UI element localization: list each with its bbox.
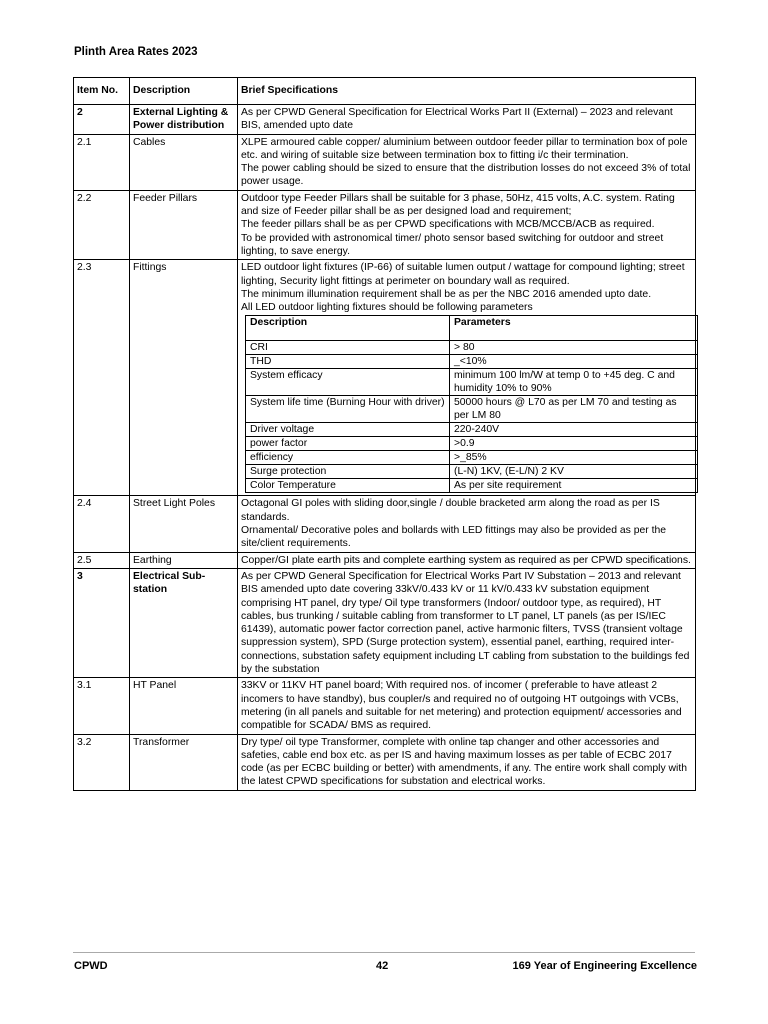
item-specification	[238, 678, 696, 734]
parameter-row	[246, 423, 698, 437]
parameter-value: _<10%	[450, 355, 698, 369]
item-number: 2.3	[74, 260, 130, 496]
specification-paragraph: Copper/GI plate earth pits and complete earthing system as required as per CPWD specifications.	[241, 554, 691, 566]
table-row	[74, 105, 696, 135]
item-description: Electrical Sub-station	[130, 568, 238, 677]
parameter-row	[246, 396, 698, 423]
table-row	[74, 260, 696, 496]
specification-paragraph: Octagonal GI poles with sliding door,single / double bracketed arm along the road as per IS standards.	[241, 498, 660, 523]
specification-paragraph: To be provided with astronomical timer/ photo sensor based switching for outdoor and street lighting, to save energy.	[241, 232, 664, 257]
table-row	[74, 134, 696, 190]
parameter-name: THD	[246, 355, 450, 369]
table-body	[74, 105, 696, 791]
item-description: Fittings	[130, 260, 238, 496]
specification-paragraph: The minimum illumination requirement shall be as per the NBC 2016 amended upto date.	[241, 288, 652, 300]
item-number: 3.2	[74, 734, 130, 790]
table-header-row	[74, 78, 696, 105]
parameter-value: > 80	[450, 341, 698, 355]
specification-paragraph: Ornamental/ Decorative poles and bollards with LED fittings may also be provided as per the site/client requirements.	[241, 525, 667, 550]
table-row	[74, 496, 696, 552]
parameter-name: System life time (Burning Hour with driver)	[246, 396, 450, 423]
table-row	[74, 678, 696, 734]
item-description: Earthing	[130, 552, 238, 568]
specifications-table	[73, 77, 696, 791]
parameter-row	[246, 451, 698, 465]
item-specification	[238, 134, 696, 190]
parameter-row	[246, 369, 698, 396]
table-row	[74, 190, 696, 259]
specification-paragraph: The power cabling should be sized to ensure that the distribution losses do not exceed 3% of total power usage.	[241, 163, 691, 188]
item-specification	[238, 734, 696, 790]
specification-paragraph: Dry type/ oil type Transformer, complete with online tap changer and other accessories and safeties, cable end box etc. as per IS and having maximum losses as per table of ECBC 2017 code (as per ECBC building or better) with amendments, if any. The entire work shall comply with the latest CPWD specifications for substation and electrical works.	[241, 736, 688, 788]
parameter-value: minimum 100 lm/W at temp 0 to +45 deg. C and humidity 10% to 90%	[450, 369, 698, 396]
item-number: 2.4	[74, 496, 130, 552]
parameter-value: 50000 hours @ L70 as per LM 70 and testing as per LM 80	[450, 396, 698, 423]
table-row	[74, 734, 696, 790]
item-specification	[238, 496, 696, 552]
parameter-name: Driver voltage	[246, 423, 450, 437]
item-number: 2.1	[74, 134, 130, 190]
item-specification	[238, 552, 696, 568]
item-specification	[238, 190, 696, 259]
parameter-value: >_85%	[450, 451, 698, 465]
parameter-value: As per site requirement	[450, 479, 698, 493]
item-specification	[238, 260, 696, 496]
item-description: Cables	[130, 134, 238, 190]
parameter-header-description: Description	[246, 316, 450, 341]
parameter-row	[246, 341, 698, 355]
parameter-name: CRI	[246, 341, 450, 355]
specification-paragraph: LED outdoor light fixtures (IP-66) of suitable lumen output / wattage for compound lighting; street lighting, Security light fittings at perimeter on boundary wall as required.	[241, 262, 685, 287]
table-row	[74, 568, 696, 677]
item-description: Street Light Poles	[130, 496, 238, 552]
item-number: 3.1	[74, 678, 130, 734]
item-description: External Lighting & Power distribution	[130, 105, 238, 135]
parameter-value: (L-N) 1KV, (E-L/N) 2 KV	[450, 465, 698, 479]
specification-paragraph: As per CPWD General Specification for Electrical Works Part II (External) – 2023 and relevant BIS, amended upto date	[241, 107, 673, 132]
item-number: 2	[74, 105, 130, 135]
parameters-header-row	[246, 316, 698, 341]
item-description: Transformer	[130, 734, 238, 790]
column-header-item-no: Item No.	[74, 78, 130, 105]
item-number: 3	[74, 568, 130, 677]
parameter-value: 220-240V	[450, 423, 698, 437]
parameter-row	[246, 355, 698, 369]
footer-right: 169 Year of Engineering Excellence	[512, 960, 697, 972]
parameter-value: >0.9	[450, 437, 698, 451]
parameter-row	[246, 479, 698, 493]
item-specification	[238, 105, 696, 135]
parameter-row	[246, 465, 698, 479]
specification-paragraph: 33KV or 11KV HT panel board; With required nos. of incomer ( preferable to have atleast 2 incomers to have standby), bus coupler/s and required no of outgoing HT outgoings with VCBs, metering (in all panels and suitable for net metering) and protection equipment/ accessories and compatible for SCADA/ BMS as required.	[241, 680, 682, 732]
parameter-row	[246, 437, 698, 451]
footer-left: CPWD	[74, 960, 108, 972]
specification-paragraph: As per CPWD General Specification for Electrical Works Part IV Substation – 2013 and relevant BIS amended upto date covering 33kV/0.433 kV or 11 kV/0.433 kV substation equipment comprising HT panel, dry type/ Oil type transformers (Indoor/ outdoor type, as required), HT cables, bus trunking / suitable cabling from transformer to LT panel, LT panels (as per IS/IEC 61439), automatic power factor correction panel, active harmonic filters, TVSS (transient voltage suppression system), SPD (Surge protection system), essential panel, earthing, required inter-connections, substation safety equipment including LT cabling from substation to the buildings fed by the substation	[241, 570, 690, 676]
item-description: Feeder Pillars	[130, 190, 238, 259]
parameter-header-parameters: Parameters	[450, 316, 698, 341]
specification-paragraph: Outdoor type Feeder Pillars shall be suitable for 3 phase, 50Hz, 415 volts, A.C. system. Rating and size of Feeder pillar shall be as per designed load and requirement;	[241, 192, 675, 218]
specification-paragraph: XLPE armoured cable copper/ aluminium between outdoor feeder pillar to termination box of pole etc. and wiring of suitable size between termination box to fitting i/c their termination.	[241, 136, 688, 161]
parameter-name: Color Temperature	[246, 479, 450, 493]
table-row	[74, 552, 696, 568]
item-specification	[238, 568, 696, 677]
led-parameters-table	[245, 315, 698, 493]
specification-paragraph: All LED outdoor lighting fixtures should be following parameters	[241, 302, 533, 314]
parameter-name: Surge protection	[246, 465, 450, 479]
parameter-name: power factor	[246, 437, 450, 451]
item-number: 2.2	[74, 190, 130, 259]
parameter-name: efficiency	[246, 451, 450, 465]
item-number: 2.5	[74, 552, 130, 568]
column-header-brief-specifications: Brief Specifications	[238, 78, 696, 105]
footer-divider	[73, 952, 695, 953]
column-header-description: Description	[130, 78, 238, 105]
item-description: HT Panel	[130, 678, 238, 734]
page-header-title: Plinth Area Rates 2023	[74, 46, 198, 58]
parameter-name: System efficacy	[246, 369, 450, 396]
specification-paragraph: The feeder pillars shall be as per CPWD specifications with MCB/MCCB/ACB as required.	[241, 219, 655, 231]
footer-page-number: 42	[376, 960, 389, 972]
